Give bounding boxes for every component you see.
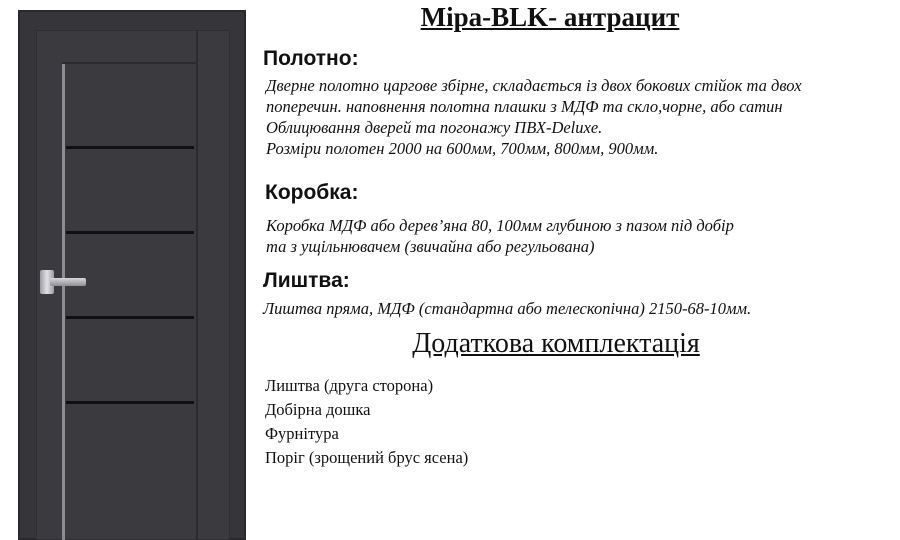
extras-heading: Додаткова комплектація (412, 328, 700, 359)
section-heading-polotno: Полотно: (263, 47, 359, 70)
door-moulding-strip (62, 64, 65, 540)
door-glass-line (66, 231, 194, 234)
section-heading-lyshtva: Лиштва: (263, 269, 350, 292)
section-text-polotno (266, 75, 802, 159)
section-text-lyshtva (263, 298, 751, 319)
text-line: Дверне полотно царгове збірне, складається із двох бокових стійок та двох (266, 76, 802, 95)
door-right-stile (196, 30, 198, 540)
text-line: поперечин. наповнення полотна плашки з МДФ та скло,чорне, або сатин (266, 97, 783, 116)
door-image (0, 0, 246, 540)
list-item: Поріг (зрощений брус ясена) (265, 448, 469, 467)
door-top-rail (62, 62, 198, 64)
list-item: Фурнітура (265, 424, 339, 443)
section-heading-korobka: Коробка: (265, 181, 359, 204)
text-line: та з ущільнювачем (звичайна або регульована) (266, 237, 595, 256)
door-glass-line (66, 401, 194, 404)
section-text-korobka (266, 215, 734, 257)
text-line: Облицювання дверей та погонажу ПВХ-Deluxe. (266, 118, 603, 137)
door-glass-line (66, 316, 194, 319)
list-item: Добірна дошка (265, 400, 371, 419)
text-line: Лиштва пряма, МДФ (стандартна або телескопічна) 2150-68-10мм. (263, 299, 752, 318)
list-item: Лиштва (друга сторона) (265, 376, 434, 395)
page-title: Міра-BLK- антрацит (420, 2, 680, 32)
door-glass-line (66, 146, 194, 149)
text-line: Розміри полотен 2000 на 600мм, 700мм, 800мм, 900мм. (266, 139, 659, 158)
text-line: Коробка МДФ або дерев’яна 80, 100мм глубиною з пазом під добір (266, 216, 734, 235)
door-handle-icon (50, 278, 86, 286)
extras-list (265, 374, 468, 470)
